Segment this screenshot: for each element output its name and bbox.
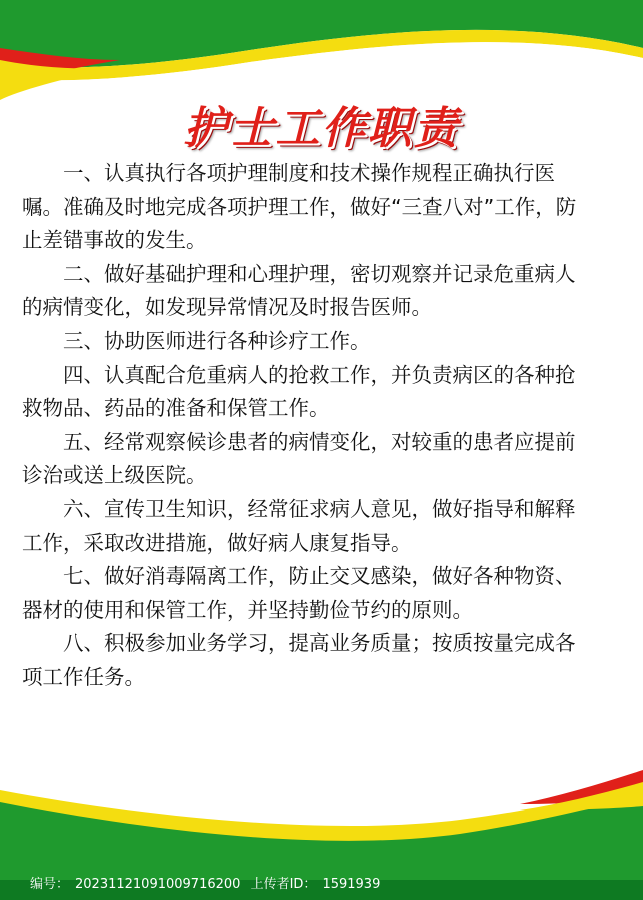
uploader-value: 1591939 [322, 877, 381, 892]
poster-title: 护士工作职责 [183, 103, 460, 154]
metadata-bar [0, 870, 643, 900]
id-label: 编号： [30, 877, 70, 892]
duty-item-7: 七、做好消毒隔离工作，防止交叉感染，做好各种物资、器材的使用和保管工作，并坚持勤俭节约的原则。 [22, 564, 576, 622]
duty-item-3: 三、协助医师进行各种诊疗工作。 [63, 328, 371, 353]
duty-item-5: 五、经常观察候诊患者的病情变化，对较重的患者应提前诊治或送上级医院。 [22, 429, 576, 488]
duty-item-4: 四、认真配合危重病人的抢救工作，并负责病区的各种抢救物品、药品的准备和保管工作。 [22, 362, 576, 421]
duty-item-8: 八、积极参加业务学习，提高业务质量；按质按量完成各项工作任务。 [22, 631, 576, 689]
id-value: 20231121091009716200 [75, 877, 241, 892]
duties-list [22, 157, 582, 695]
uploader-label: 上传者ID： [250, 877, 317, 892]
duty-item-1: 一、认真执行各项护理制度和技术操作规程正确执行医嘱。准确及时地完成各项护理工作，做好“三查八对”工作，防止差错事故的发生。 [22, 161, 577, 253]
duty-item-6: 六、宣传卫生知识，经常征求病人意见，做好指导和解释工作，采取改进措施，做好病人康复指导。 [22, 496, 576, 555]
duty-item-2: 二、做好基础护理和心理护理，密切观察并记录危重病人的病情变化，如发现异常情况及时报告医师。 [22, 261, 576, 320]
